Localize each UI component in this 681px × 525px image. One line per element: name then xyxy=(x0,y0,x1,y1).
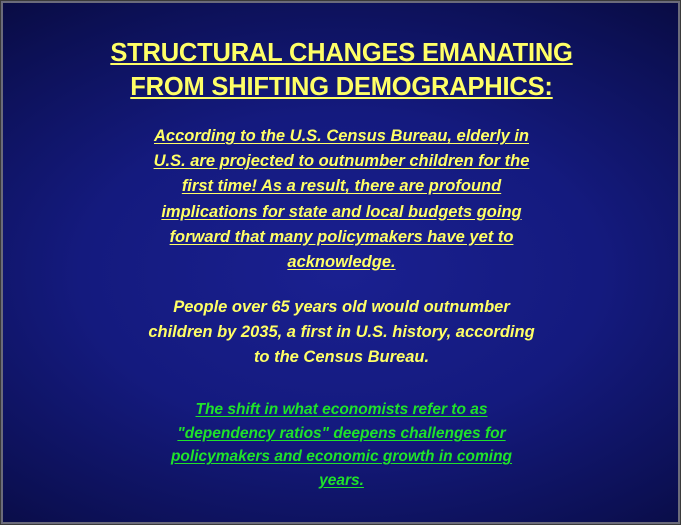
slide-content xyxy=(1,1,681,492)
body-paragraph-3-line-3: policymakers and economic growth in coming xyxy=(170,448,513,466)
page-title-line-2: FROM SHIFTING DEMOGRAPHICS: xyxy=(130,72,553,101)
page-title xyxy=(35,37,648,104)
body-paragraph-1-line-5: forward that many policymakers have yet to xyxy=(169,227,514,246)
body-paragraph-1-line-2: U.S. are projected to outnumber children for the xyxy=(153,152,530,171)
body-paragraph-2-line-2: children by 2035, a first in U.S. history, according xyxy=(148,322,535,341)
body-paragraph-3-line-4: years. xyxy=(319,471,364,489)
body-paragraph-3-line-2: "dependency ratios" deepens challenges for xyxy=(177,424,506,442)
body-paragraph-3-highlight xyxy=(35,370,648,492)
body-paragraph-1 xyxy=(35,104,648,274)
page-title-line-1: STRUCTURAL CHANGES EMANATING xyxy=(110,39,573,67)
body-paragraph-1-line-1: According to the U.S. Census Bureau, elderly in xyxy=(154,127,529,146)
body-paragraph-2 xyxy=(35,275,648,370)
body-paragraph-3-line-1: The shift in what economists refer to as xyxy=(195,401,488,419)
body-paragraph-1-line-3: first time! As a result, there are profound xyxy=(181,177,502,196)
body-paragraph-2-line-1: People over 65 years old would outnumber xyxy=(173,297,510,316)
body-paragraph-1-line-6: acknowledge. xyxy=(287,252,396,271)
body-paragraph-1-line-4: implications for state and local budgets going xyxy=(161,202,522,221)
body-paragraph-2-line-3: to the Census Bureau. xyxy=(253,347,430,366)
